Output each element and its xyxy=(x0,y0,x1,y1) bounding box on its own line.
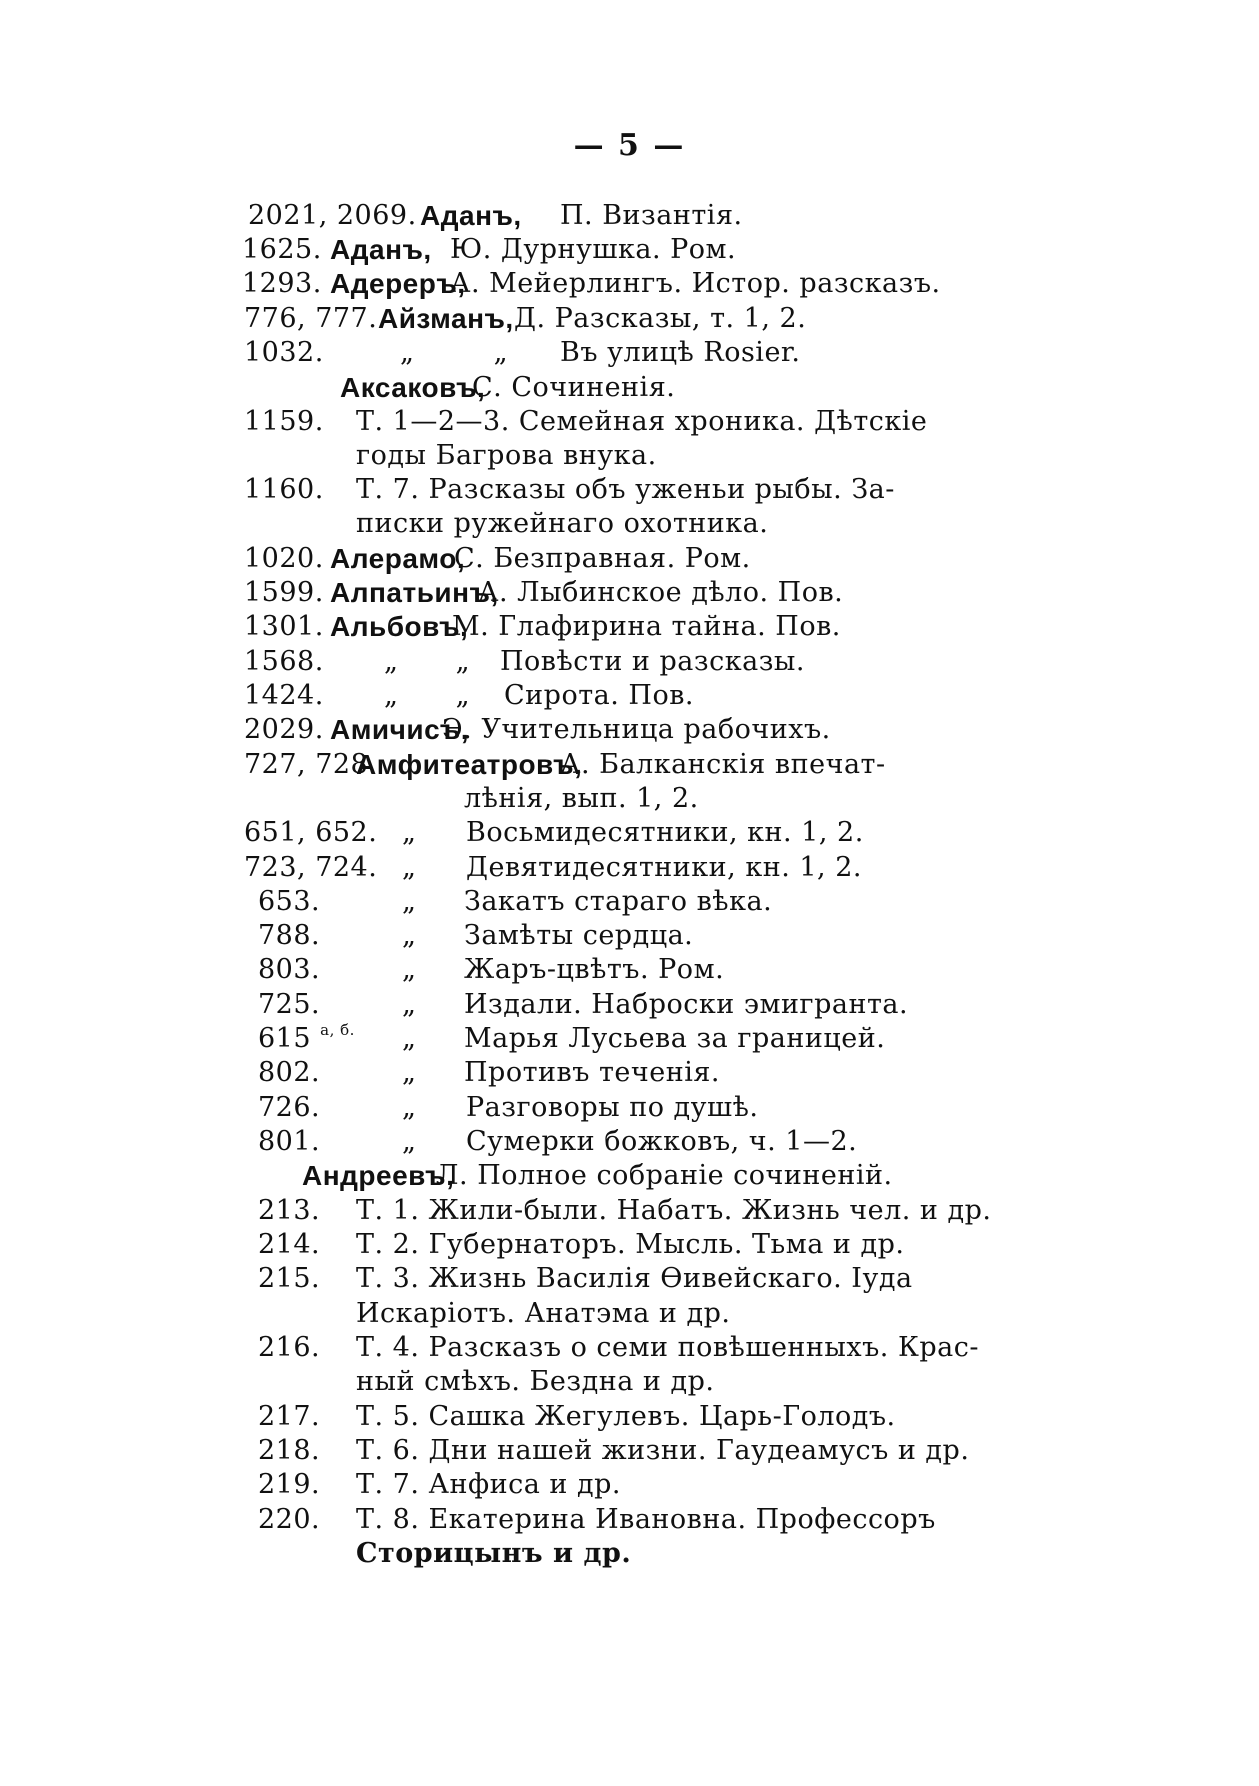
entry-author: Алерамо, xyxy=(330,543,466,574)
entry-number: 801. xyxy=(258,1126,321,1157)
entry-title: Т. 5. Сашка Жегулевъ. Царь-Голодъ. xyxy=(356,1401,896,1432)
ditto-mark: „ xyxy=(402,989,417,1020)
entry-number: 1301. xyxy=(244,611,324,642)
entry-number: 214. xyxy=(258,1229,321,1260)
entry-title: ный смѣхъ. Бездна и др. xyxy=(356,1366,715,1397)
entry-number: 723, 724. xyxy=(244,852,378,883)
entry-number: 1424. xyxy=(244,680,324,711)
entry-number: 215. xyxy=(258,1263,321,1294)
entry-author: Алпатьинъ, xyxy=(330,577,499,608)
ditto-mark: „ xyxy=(402,817,417,848)
entry-title: С. Безправная. Ром. xyxy=(454,543,751,574)
entry-number: 217. xyxy=(258,1401,321,1432)
page-number: — 5 — xyxy=(573,128,686,163)
entry-volume-letters: а, б. xyxy=(320,1021,355,1039)
entry-title: Т. 6. Дни нашей жизни. Гаудеамусъ и др. xyxy=(356,1435,970,1466)
entry-title: Т. 2. Губернаторъ. Мысль. Тьма и др. xyxy=(356,1229,905,1260)
entry-number: 788. xyxy=(258,920,321,951)
entry-title: лѣнія, вып. 1, 2. xyxy=(464,783,699,814)
entry-title: Повѣсти и разсказы. xyxy=(500,646,805,677)
ditto-mark: „ xyxy=(402,886,417,917)
entry-title: С. Сочиненія. xyxy=(472,372,676,403)
ditto-mark: „ xyxy=(402,1023,417,1054)
entry-number: 1159. xyxy=(244,406,324,437)
entry-title: Сторицынъ и др. xyxy=(356,1538,632,1569)
entry-title: Жаръ-цвѣтъ. Ром. xyxy=(464,954,725,985)
entry-title: Сирота. Пов. xyxy=(504,680,694,711)
entry-author: Айзманъ, xyxy=(378,303,514,334)
entry-title: А. Мейерлингъ. Истор. разсказъ. xyxy=(450,268,941,299)
entry-title: Т. 1. Жили-были. Набатъ. Жизнь чел. и др. xyxy=(356,1195,992,1226)
entry-title: Т. 7. Анфиса и др. xyxy=(356,1469,621,1500)
entry-number: 725. xyxy=(258,989,321,1020)
entry-title: Искаріотъ. Анатэма и др. xyxy=(356,1298,731,1329)
entry-number: 1599. xyxy=(244,577,324,608)
entry-title: Закатъ стараго вѣка. xyxy=(464,886,773,917)
ditto-mark: „ xyxy=(402,1092,417,1123)
entry-author: Аданъ, xyxy=(420,200,522,231)
entry-title: Разговоры по душѣ. xyxy=(466,1092,759,1123)
entry-number: 219. xyxy=(258,1469,321,1500)
ditto-mark: „ xyxy=(402,1126,417,1157)
ditto-mark: „ „ xyxy=(384,646,471,677)
ditto-mark: „ „ xyxy=(400,337,509,368)
entry-title: Сумерки божковъ, ч. 1—2. xyxy=(466,1126,858,1157)
entry-number: 218. xyxy=(258,1435,321,1466)
entry-title: Д. Разсказы, т. 1, 2. xyxy=(514,303,807,334)
entry-number: 216. xyxy=(258,1332,321,1363)
entry-title: Т. 8. Екатерина Ивановна. Профессоръ xyxy=(356,1504,936,1535)
entry-title: А. Лыбинское дѣло. Пов. xyxy=(478,577,844,608)
entry-title: Въ улицѣ Rosier. xyxy=(560,337,801,368)
entry-title: Девятидесятники, кн. 1, 2. xyxy=(466,852,862,883)
entry-title: П. Византія. xyxy=(560,200,743,231)
entry-number: 776, 777. xyxy=(244,303,378,334)
entry-author: Адереръ, xyxy=(330,268,466,299)
entry-number: 615 xyxy=(258,1023,312,1054)
entry-number: 220. xyxy=(258,1504,321,1535)
entry-number: 213. xyxy=(258,1195,321,1226)
entry-number: 2029. xyxy=(244,714,324,745)
entry-number: 803. xyxy=(258,954,321,985)
entry-title: Т. 1—2—3. Семейная хроника. Дѣтскіе xyxy=(356,406,928,437)
entry-number: 727, 728. xyxy=(244,749,378,780)
entry-author: Альбовъ, xyxy=(330,611,469,642)
entry-number: 2021, 2069. xyxy=(248,200,417,231)
entry-author: Амичисъ, xyxy=(330,714,470,745)
entry-title: Издали. Наброски эмигранта. xyxy=(464,989,909,1020)
entry-number: 653. xyxy=(258,886,321,917)
entry-number: 1625. xyxy=(242,234,322,265)
entry-number: 802. xyxy=(258,1057,321,1088)
entry-number: 1020. xyxy=(244,543,324,574)
ditto-mark: „ xyxy=(402,852,417,883)
entry-title: М. Глафирина тайна. Пов. xyxy=(452,611,841,642)
ditto-mark: „ xyxy=(402,954,417,985)
entry-number: 651, 652. xyxy=(244,817,378,848)
entry-number: 1160. xyxy=(244,474,324,505)
entry-author: Андреевъ, xyxy=(302,1160,455,1191)
entry-title: Противъ теченія. xyxy=(464,1057,720,1088)
entry-number: 1032. xyxy=(244,337,324,368)
entry-title: Т. 3. Жизнь Василія Ѳивейскаго. Іуда xyxy=(356,1263,913,1294)
entry-title: Восьмидесятники, кн. 1, 2. xyxy=(466,817,864,848)
entry-author: Аданъ, xyxy=(330,234,432,265)
entry-title: Замѣты сердца. xyxy=(464,920,694,951)
entry-author: Амфитеатровъ, xyxy=(356,749,583,780)
entry-title: Ю. Дурнушка. Ром. xyxy=(450,234,737,265)
entry-title: Т. 4. Разсказъ о семи повѣшенныхъ. Крас- xyxy=(356,1332,979,1363)
entry-author: Аксаковъ, xyxy=(340,372,486,403)
entry-number: 726. xyxy=(258,1092,321,1123)
entry-title: Э. Учительница рабочихъ. xyxy=(442,714,831,745)
entry-title: А. Балканскія впечат- xyxy=(560,749,886,780)
entry-number: 1568. xyxy=(244,646,324,677)
ditto-mark: „ xyxy=(402,920,417,951)
entry-title: годы Багрова внука. xyxy=(356,440,657,471)
entry-title: Л. Полное собраніе сочиненій. xyxy=(436,1160,893,1191)
entry-title: Марья Лусьева за границей. xyxy=(464,1023,886,1054)
entry-title: писки ружейнаго охотника. xyxy=(356,508,769,539)
ditto-mark: „ „ xyxy=(384,680,471,711)
entry-title: Т. 7. Разсказы объ уженьи рыбы. За- xyxy=(356,474,895,505)
ditto-mark: „ xyxy=(402,1057,417,1088)
entry-number: 1293. xyxy=(242,268,322,299)
